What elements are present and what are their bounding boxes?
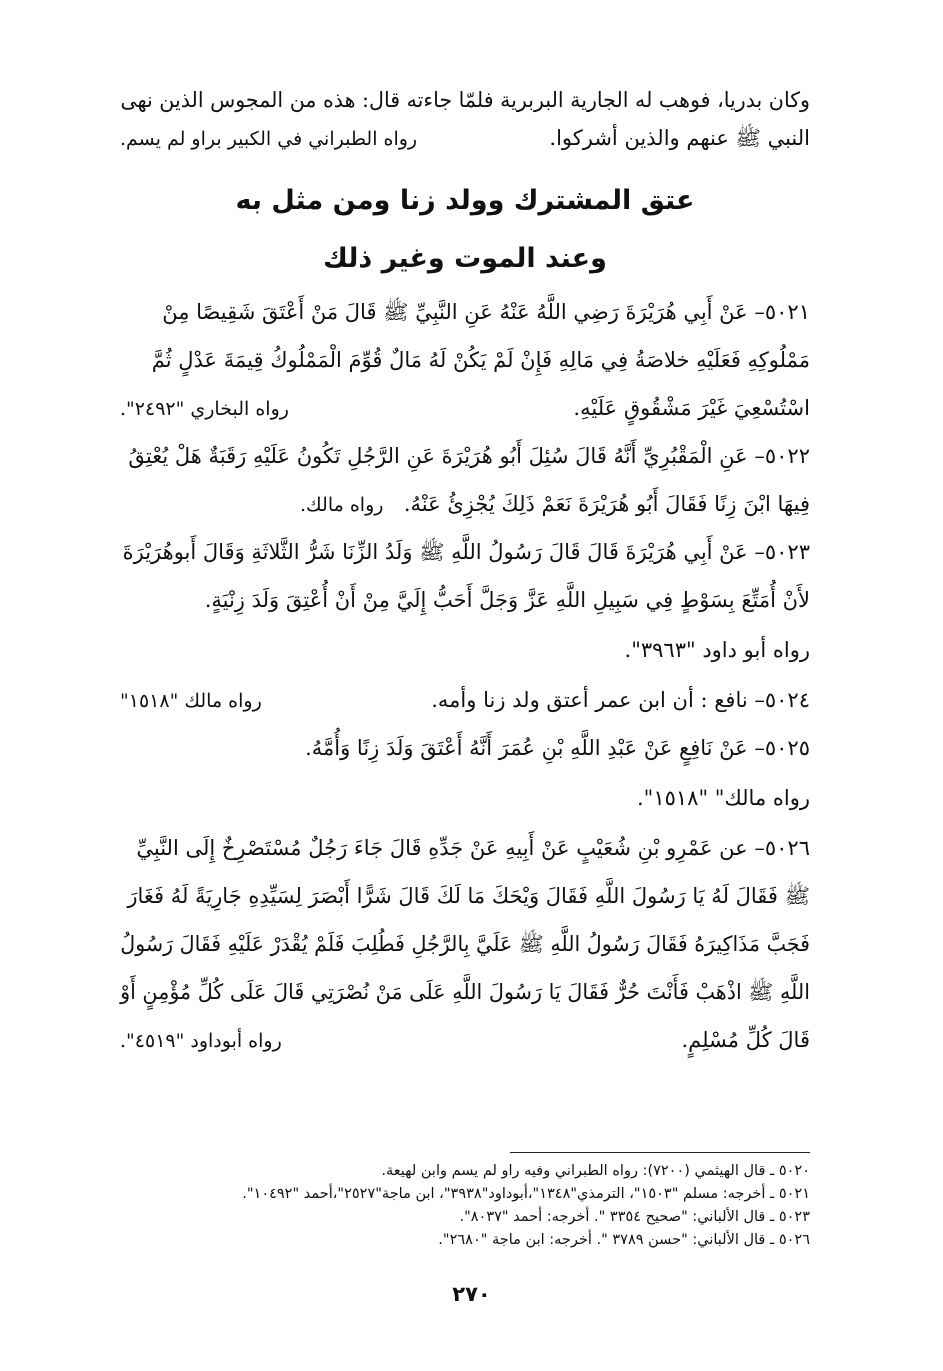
hadith-reference: رواه البخاري "٢٤٩٢". bbox=[120, 398, 289, 420]
intro-line-1: وكان بدريا، فوهب له الجارية البربرية فلمّا جاءته قال: هذه من المجوس الذين نهى bbox=[120, 88, 810, 112]
hadith-text: قَالَ كُلِّ مُسْلِمٍ. bbox=[681, 1028, 810, 1052]
hadith-5021 bbox=[120, 288, 810, 432]
hadith-line: مَمْلُوكِهِ فَعَلَيْهِ خلاصَةُ فِي مَالِهِ فَإِنْ لَمْ يَكُنْ لَهُ مَالٌ قُوِّمَ الْمَمْلُوكُ قِيمَةَ عَدْلٍ ثُمَّ bbox=[151, 348, 810, 372]
hadith-text: ٥٠٢٤– نافع : أن ابن عمر أعتق ولد زنا وأمه. bbox=[431, 688, 810, 712]
page-number: ٢٧٠ bbox=[452, 1282, 491, 1306]
hadith-line: ٥٠٢٣– عَنْ أَبِي هُرَيْرَةَ قَالَ قَالَ رَسُولُ اللَّهِ ﷺ وَلَدُ الزِّنَا شَرُّ الثَّلاثَةِ وَقَالَ أَبوهُرَيْرَةَ bbox=[122, 540, 810, 564]
intro-line-2 bbox=[120, 126, 810, 150]
hadith-last-line bbox=[120, 1016, 810, 1064]
hadith-last-line bbox=[120, 676, 810, 724]
footnote: ٥٠٢٣ ـ قال الألباني: "صحيح ٣٣٥٤ ". أخرجه: أحمد "٨٠٣٧". bbox=[459, 1209, 810, 1225]
hadith-reference: رواه مالك "١٥١٨" bbox=[120, 690, 262, 712]
intro-reference: رواه الطبراني في الكبير براو لم يسم. bbox=[120, 128, 418, 150]
hadith-reference: رواه أبو داود "٣٩٦٣". bbox=[624, 638, 810, 662]
footnotes bbox=[130, 1160, 810, 1252]
hadith-line: ٥٠٢٢– عَنِ الْمَقْبُرِيِّ أَنَّهُ قَالَ سُئِلَ أَبُو هُرَيْرَةَ عَنِ الرَّجُلِ تَكُونُ عَلَيْهِ رَقَبَةٌ هَلْ يُعْتِقُ bbox=[128, 444, 810, 468]
hadith-reference: رواه مالك" "١٥١٨". bbox=[636, 786, 810, 810]
hadith-line: فَجَبَّ مَذَاكِيرَهُ فَقَالَ رَسُولُ اللَّهِ ﷺ عَلَيَّ بِالرَّجُلِ فَطُلِبَ فَلَمْ يُقْدَرْ عَلَيْهِ فَقَالَ رَسُولُ bbox=[120, 932, 811, 956]
hadith-line: ٥٠٢٦– عن عَمْرِو بْنِ شُعَيْبٍ عَنْ أَبِيهِ عَنْ جَدِّهِ قَالَ جَاءَ رَجُلٌ مُسْتَصْرِخٌ إِلَى النَّبِيِّ bbox=[136, 836, 810, 860]
footnote: ٥٠٢١ ـ أخرجه: مسلم "١٥٠٣"، الترمذي"١٣٤٨"،أبوداود"٣٩٣٨"، ابن ماجة"٢٥٢٧"،أحمد "١٠٤٩٢". bbox=[242, 1186, 810, 1202]
footnote: ٥٠٢٠ ـ قال الهيثمي (٧٢٠٠): رواه الطبراني وفيه راو لم يسم وابن لهيعة. bbox=[381, 1163, 810, 1179]
page-body bbox=[120, 88, 810, 1064]
hadith-reference: رواه أبوداود "٤٥١٩". bbox=[120, 1030, 282, 1052]
hadith-line: ٥٠٢٥– عَنْ نَافِعٍ عَنْ عَبْدِ اللَّهِ بْنِ عُمَرَ أَنَّهُ أَعْتَقَ وَلَدَ زِنًا وَأُمَّهُ. bbox=[305, 736, 810, 760]
hadith-5022 bbox=[120, 432, 810, 528]
hadith-line: ٥٠٢١– عَنْ أَبِي هُرَيْرَةَ رَضِي اللَّهُ عَنْهُ عَنِ النَّبِيِّ ﷺ قَالَ مَنْ أَعْتَقَ شَقِيصًا مِنْ bbox=[162, 300, 810, 324]
hadith-text: فِيهَا ابْنَ زِنًا فَقَالَ أَبُو هُرَيْرَةَ نَعَمْ ذَلِكَ يُجْزِئُ عَنْهُ. bbox=[403, 492, 810, 516]
intro-line-2-text: النبي ﷺ عنهم والذين أشركوا. bbox=[549, 126, 810, 150]
hadith-line: لأَنْ أُمَتِّعَ بِسَوْطٍ فِي سَبِيلِ اللَّهِ عَزَّ وَجَلَّ أَحَبُّ إِلَيَّ مِنْ أَنْ أُعْتِقَ وَلَدَ زِنْيَةٍ. bbox=[204, 588, 810, 612]
hadith-5024 bbox=[120, 676, 810, 724]
hadith-5023 bbox=[120, 528, 810, 676]
hadith-last-line bbox=[120, 384, 810, 432]
hadith-last-line bbox=[120, 480, 810, 528]
chapter-title-line-1: عتق المشترك وولد زنا ومن مثل به bbox=[235, 185, 695, 216]
footnote: ٥٠٢٦ ـ قال الألباني: "حسن ٣٧٨٩ ". أخرجه: ابن ماجة "٢٦٨٠". bbox=[438, 1232, 810, 1248]
chapter-title-line-2: وعند الموت وغير ذلك bbox=[323, 243, 607, 274]
hadith-line: اللَّهِ ﷺ اذْهَبْ فَأَنْتَ حُرٌّ فَقَالَ يَا رَسُولَ اللَّهِ عَلَى مَنْ نُصْرَتِي قَالَ عَلَى كُلِّ مُؤْمِنٍ أَوْ bbox=[120, 980, 811, 1004]
hadith-reference: رواه مالك. bbox=[300, 494, 384, 516]
footnote-divider bbox=[510, 1152, 810, 1153]
hadith-5026 bbox=[120, 824, 810, 1064]
hadith-5025 bbox=[120, 724, 810, 824]
hadith-line: ﷺ فَقَالَ لَهُ يَا رَسُولَ اللَّهِ فَقَالَ وَيْحَكَ مَا لَكَ قَالَ شَرًّا أَبْصَرَ لِسَيِّدِهِ جَارِيَةً لَهُ فَغَارَ bbox=[127, 884, 810, 908]
hadith-text: اسْتُسْعِيَ غَيْرَ مَشْقُوقٍ عَلَيْهِ. bbox=[573, 396, 810, 420]
